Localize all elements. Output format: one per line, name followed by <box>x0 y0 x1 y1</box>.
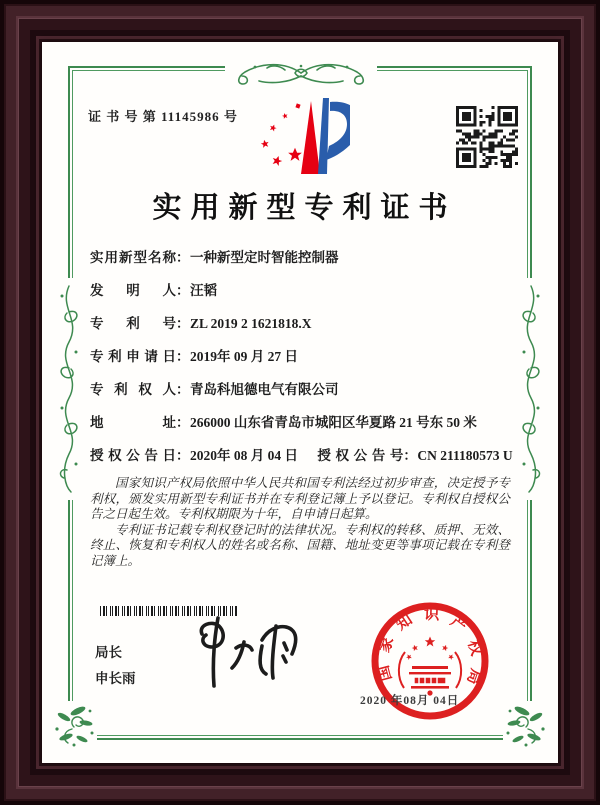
field-value: 汪韬 <box>190 283 217 298</box>
field-value: 266000 山东省青岛市城阳区华夏路 21 号东 50 米 <box>190 415 477 430</box>
director-block <box>95 640 136 692</box>
field-label: 实用新型名称 <box>90 250 176 265</box>
certificate-title: 实用新型专利证书 <box>152 192 457 224</box>
certificate-paper <box>42 42 558 763</box>
qr-code <box>456 106 518 168</box>
legal-paragraph: 国家知识产权局依照中华人民共和国专利法经过初步审查，决定授予专利权，颁发实用新型专利证书并在专利登记簿上予以登记。专利权自授权公告之日起生效。专利权期限为十年，自申请日起算。 <box>90 476 510 521</box>
certificate-number: 证 书 号 第 11145986 号 <box>88 109 238 124</box>
seal-text: 国家知识产权局 <box>374 605 485 687</box>
field-value: 一种新型定时智能控制器 <box>190 250 339 265</box>
field-row: 专利申请日：2019年 09 月 27 日 <box>90 345 532 365</box>
field-label: 地址 <box>90 415 176 430</box>
grant-date-label: 授权公告日 <box>90 448 176 463</box>
director-name: 申长雨 <box>95 671 136 686</box>
grant-no-label: 授权公告号 <box>317 448 404 463</box>
grant-no-value: CN 211180573 U <box>417 448 513 463</box>
grant-date-value: 2020年 08 月 04 日 <box>190 448 298 463</box>
field-label: 发明人 <box>90 283 176 298</box>
svg-text:国家知识产权局 <box>373 605 486 687</box>
cnipa-logo-icon <box>254 98 350 176</box>
field-row: 发明人：汪韬 <box>90 279 532 299</box>
field-row: 专利号：ZL 2019 2 1621818.X <box>90 312 532 332</box>
legal-text <box>90 476 510 569</box>
field-row: 地址：266000 山东省青岛市城阳区华夏路 21 号东 50 米 <box>90 411 532 431</box>
legal-paragraph: 专利证书记载专利权登记时的法律状况。专利权的转移、质押、无效、终止、恢复和专利权人的姓名或名称、国籍、地址变更等事项记载在专利登记簿上。 <box>90 522 510 568</box>
field-value: 2019年 09 月 27 日 <box>190 349 298 364</box>
director-signature <box>182 610 322 700</box>
director-title: 局长 <box>95 645 122 660</box>
field-value: 青岛科旭德电气有限公司 <box>190 382 339 397</box>
grant-row: 授权公告日：2020年 08 月 04 日 授权公告号：CN 211180573 U <box>90 444 532 464</box>
seal-date: 2020 年08月 04日 <box>360 695 460 707</box>
field-row: 专利权人：青岛科旭德电气有限公司 <box>90 378 532 398</box>
field-label: 专利权人 <box>90 382 176 397</box>
field-row: 实用新型名称：一种新型定时智能控制器 <box>90 246 532 266</box>
field-label: 专利申请日 <box>90 349 176 364</box>
patent-fields <box>90 246 532 477</box>
field-value: ZL 2019 2 1621818.X <box>190 316 312 331</box>
field-label: 专利号 <box>90 316 176 331</box>
